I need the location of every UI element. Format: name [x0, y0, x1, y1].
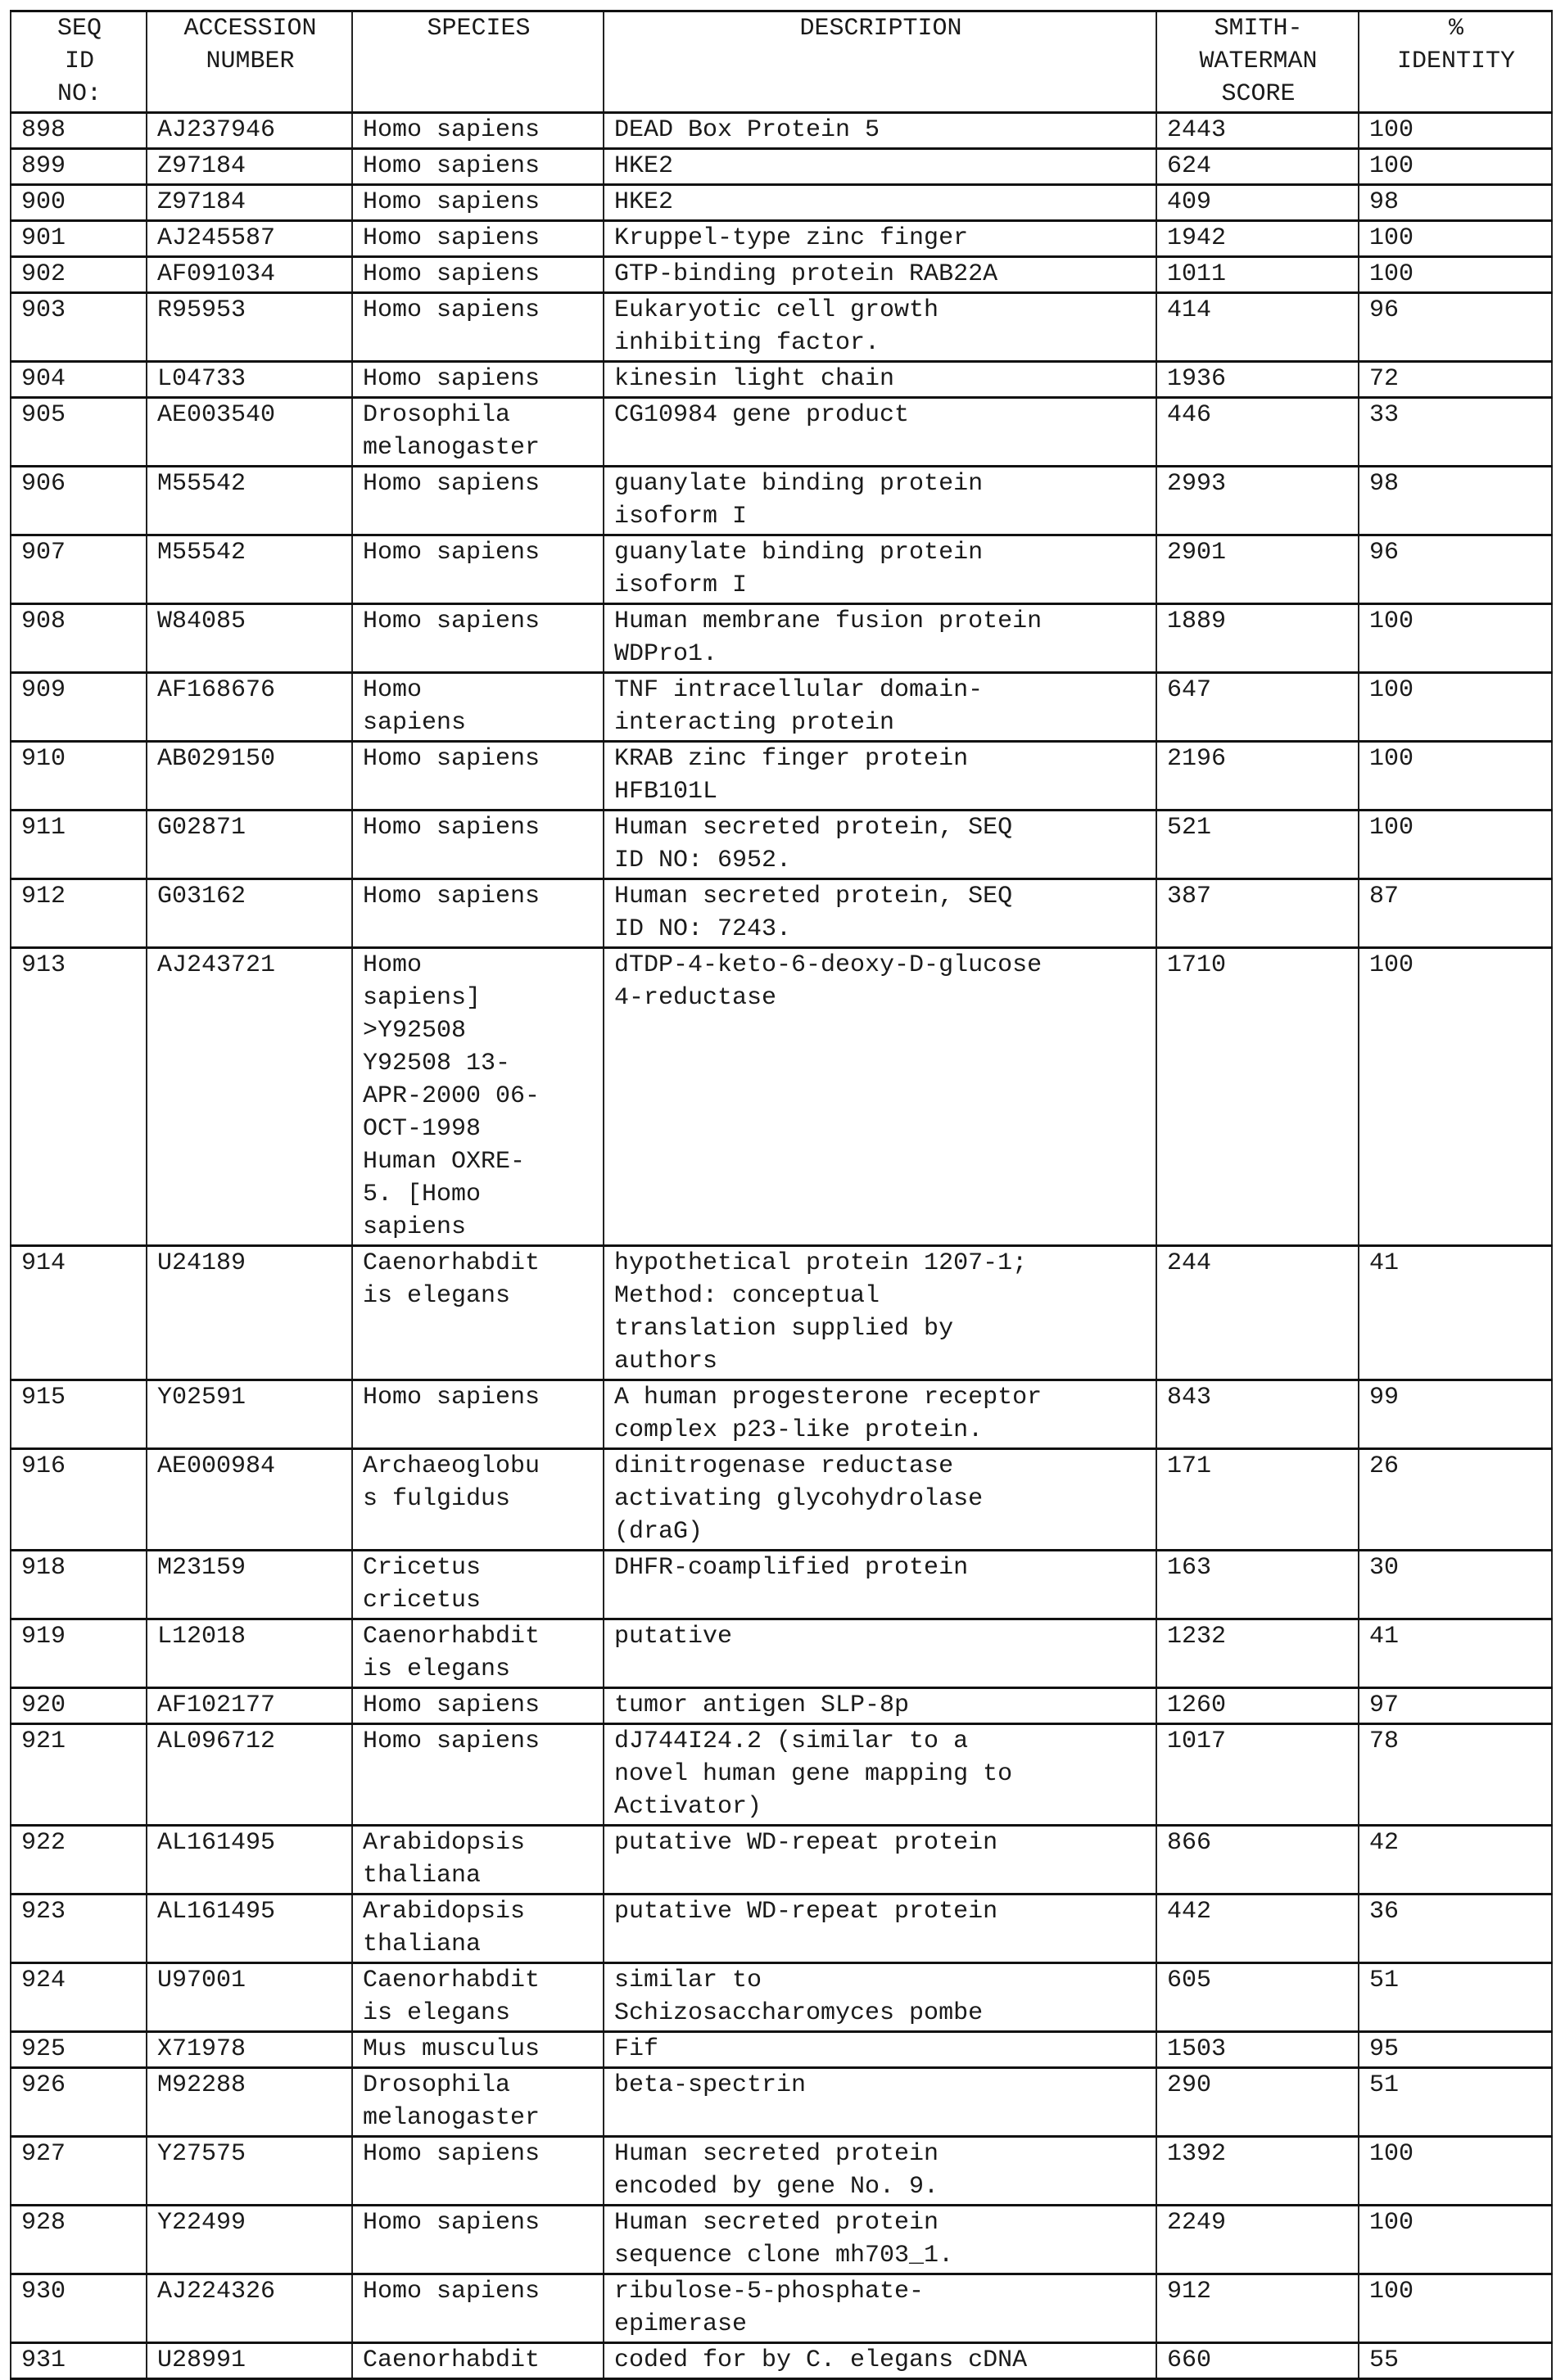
description-cell: guanylate binding protein isoform I — [604, 535, 1156, 604]
smith-waterman-score-cell: 912 — [1156, 2274, 1359, 2343]
percent-identity-cell: 96 — [1359, 535, 1552, 604]
table-row — [11, 257, 1552, 293]
accession-number-cell: AJ243721 — [147, 948, 352, 1246]
table-row — [11, 2068, 1552, 2137]
accession-number-cell: M55542 — [147, 467, 352, 535]
smith-waterman-score-cell: 446 — [1156, 398, 1359, 467]
species-cell: Homo sapiens — [352, 257, 604, 293]
percent-identity-cell: 100 — [1359, 604, 1552, 673]
smith-waterman-score-cell: 2443 — [1156, 113, 1359, 149]
smith-waterman-score-cell: 1260 — [1156, 1688, 1359, 1724]
smith-waterman-score-cell: 1942 — [1156, 221, 1359, 257]
description-cell: Human membrane fusion protein WDPro1. — [604, 604, 1156, 673]
species-cell: Caenorhabdit is elegans — [352, 1619, 604, 1688]
accession-number-cell: U28991 — [147, 2343, 352, 2379]
document-page — [10, 10, 1551, 2380]
accession-number-cell: G03162 — [147, 879, 352, 948]
table-row — [11, 2032, 1552, 2068]
description-cell: putative — [604, 1619, 1156, 1688]
seq-id-cell: 931 — [11, 2343, 147, 2379]
accession-number-cell: Y22499 — [147, 2206, 352, 2274]
seq-id-cell: 927 — [11, 2137, 147, 2206]
percent-identity-cell: 41 — [1359, 1246, 1552, 1380]
percent-identity-cell: 99 — [1359, 1380, 1552, 1449]
accession-number-cell: AJ224326 — [147, 2274, 352, 2343]
table-row — [11, 221, 1552, 257]
description-cell: Human secreted protein, SEQ ID NO: 7243. — [604, 879, 1156, 948]
smith-waterman-score-cell: 414 — [1156, 293, 1359, 362]
percent-identity-cell: 51 — [1359, 1963, 1552, 2032]
header-percent-identity: % IDENTITY — [1359, 11, 1552, 113]
table-row — [11, 1895, 1552, 1963]
percent-identity-cell: 72 — [1359, 362, 1552, 398]
smith-waterman-score-cell: 1710 — [1156, 948, 1359, 1246]
accession-number-cell: Z97184 — [147, 149, 352, 185]
description-cell: Eukaryotic cell growth inhibiting factor. — [604, 293, 1156, 362]
description-cell: dTDP-4-keto-6-deoxy-D-glucose 4-reductase — [604, 948, 1156, 1246]
seq-id-cell: 924 — [11, 1963, 147, 2032]
percent-identity-cell: 100 — [1359, 149, 1552, 185]
species-cell: Archaeoglobu s fulgidus — [352, 1449, 604, 1551]
table-body — [11, 113, 1552, 2379]
description-cell: TNF intracellular domain- interacting protein — [604, 673, 1156, 742]
smith-waterman-score-cell: 244 — [1156, 1246, 1359, 1380]
species-cell: Homo sapiens — [352, 535, 604, 604]
species-cell: Homo sapiens — [352, 1380, 604, 1449]
description-cell: A human progesterone receptor complex p23-like protein. — [604, 1380, 1156, 1449]
table-row — [11, 1963, 1552, 2032]
smith-waterman-score-cell: 290 — [1156, 2068, 1359, 2137]
accession-number-cell: AE000984 — [147, 1449, 352, 1551]
accession-number-cell: U24189 — [147, 1246, 352, 1380]
description-cell: KRAB zinc finger protein HFB101L — [604, 742, 1156, 811]
seq-id-cell: 923 — [11, 1895, 147, 1963]
percent-identity-cell: 100 — [1359, 221, 1552, 257]
smith-waterman-score-cell: 866 — [1156, 1826, 1359, 1895]
description-cell: Human secreted protein, SEQ ID NO: 6952. — [604, 811, 1156, 879]
description-cell: Fif — [604, 2032, 1156, 2068]
description-cell: Human secreted protein sequence clone mh703_1. — [604, 2206, 1156, 2274]
description-cell: DHFR-coamplified protein — [604, 1551, 1156, 1619]
smith-waterman-score-cell: 2249 — [1156, 2206, 1359, 2274]
species-cell: Homo sapiens — [352, 811, 604, 879]
table-row — [11, 467, 1552, 535]
smith-waterman-score-cell: 442 — [1156, 1895, 1359, 1963]
seq-id-cell: 901 — [11, 221, 147, 257]
description-cell: dinitrogenase reductase activating glycohydrolase (draG) — [604, 1449, 1156, 1551]
smith-waterman-score-cell: 660 — [1156, 2343, 1359, 2379]
sequence-homology-table — [10, 10, 1553, 2380]
accession-number-cell: L12018 — [147, 1619, 352, 1688]
accession-number-cell: AJ245587 — [147, 221, 352, 257]
seq-id-cell: 911 — [11, 811, 147, 879]
description-cell: GTP-binding protein RAB22A — [604, 257, 1156, 293]
species-cell: Caenorhabdit is elegans — [352, 1963, 604, 2032]
smith-waterman-score-cell: 624 — [1156, 149, 1359, 185]
accession-number-cell: M55542 — [147, 535, 352, 604]
percent-identity-cell: 96 — [1359, 293, 1552, 362]
table-row — [11, 2343, 1552, 2379]
table-row — [11, 604, 1552, 673]
description-cell: ribulose-5-phosphate- epimerase — [604, 2274, 1156, 2343]
description-cell: coded for by C. elegans cDNA — [604, 2343, 1156, 2379]
table-row — [11, 293, 1552, 362]
description-cell: kinesin light chain — [604, 362, 1156, 398]
description-cell: DEAD Box Protein 5 — [604, 113, 1156, 149]
percent-identity-cell: 97 — [1359, 1688, 1552, 1724]
species-cell: Homo sapiens — [352, 149, 604, 185]
accession-number-cell: Z97184 — [147, 185, 352, 221]
seq-id-cell: 906 — [11, 467, 147, 535]
species-cell: Homo sapiens — [352, 293, 604, 362]
percent-identity-cell: 98 — [1359, 467, 1552, 535]
species-cell: Homo sapiens — [352, 2206, 604, 2274]
table-row — [11, 2206, 1552, 2274]
header-description: DESCRIPTION — [604, 11, 1156, 113]
species-cell: Arabidopsis thaliana — [352, 1826, 604, 1895]
table-row — [11, 1551, 1552, 1619]
seq-id-cell: 902 — [11, 257, 147, 293]
table-row — [11, 113, 1552, 149]
smith-waterman-score-cell: 1017 — [1156, 1724, 1359, 1826]
description-cell: Human secreted protein encoded by gene No. 9. — [604, 2137, 1156, 2206]
table-row — [11, 948, 1552, 1246]
accession-number-cell: U97001 — [147, 1963, 352, 2032]
percent-identity-cell: 55 — [1359, 2343, 1552, 2379]
smith-waterman-score-cell: 1232 — [1156, 1619, 1359, 1688]
header-seq-id: SEQ ID NO: — [11, 11, 147, 113]
species-cell: Homo sapiens — [352, 742, 604, 811]
seq-id-cell: 926 — [11, 2068, 147, 2137]
smith-waterman-score-cell: 605 — [1156, 1963, 1359, 2032]
accession-number-cell: X71978 — [147, 2032, 352, 2068]
description-cell: dJ744I24.2 (similar to a novel human gene mapping to Activator) — [604, 1724, 1156, 1826]
seq-id-cell: 910 — [11, 742, 147, 811]
percent-identity-cell: 100 — [1359, 113, 1552, 149]
seq-id-cell: 918 — [11, 1551, 147, 1619]
table-row — [11, 1380, 1552, 1449]
table-row — [11, 185, 1552, 221]
species-cell: Mus musculus — [352, 2032, 604, 2068]
percent-identity-cell: 100 — [1359, 673, 1552, 742]
description-cell: similar to Schizosaccharomyces pombe — [604, 1963, 1156, 2032]
accession-number-cell: R95953 — [147, 293, 352, 362]
table-row — [11, 2137, 1552, 2206]
description-cell: putative WD-repeat protein — [604, 1895, 1156, 1963]
species-cell: Homo sapiens] >Y92508 Y92508 13- APR-2000 06- OCT-1998 Human OXRE- 5. [Homo sapiens — [352, 948, 604, 1246]
description-cell: Kruppel-type zinc finger — [604, 221, 1156, 257]
species-cell: Homo sapiens — [352, 673, 604, 742]
table-row — [11, 535, 1552, 604]
smith-waterman-score-cell: 1392 — [1156, 2137, 1359, 2206]
accession-number-cell: AB029150 — [147, 742, 352, 811]
percent-identity-cell: 100 — [1359, 2206, 1552, 2274]
smith-waterman-score-cell: 2196 — [1156, 742, 1359, 811]
accession-number-cell: Y27575 — [147, 2137, 352, 2206]
percent-identity-cell: 26 — [1359, 1449, 1552, 1551]
seq-id-cell: 900 — [11, 185, 147, 221]
seq-id-cell: 899 — [11, 149, 147, 185]
description-cell: tumor antigen SLP-8p — [604, 1688, 1156, 1724]
percent-identity-cell: 30 — [1359, 1551, 1552, 1619]
species-cell: Arabidopsis thaliana — [352, 1895, 604, 1963]
description-cell: HKE2 — [604, 185, 1156, 221]
smith-waterman-score-cell: 171 — [1156, 1449, 1359, 1551]
species-cell: Homo sapiens — [352, 604, 604, 673]
accession-number-cell: M23159 — [147, 1551, 352, 1619]
table-row — [11, 1246, 1552, 1380]
description-cell: HKE2 — [604, 149, 1156, 185]
table-row — [11, 1449, 1552, 1551]
seq-id-cell: 898 — [11, 113, 147, 149]
description-cell: hypothetical protein 1207-1; Method: conceptual translation supplied by authors — [604, 1246, 1156, 1380]
percent-identity-cell: 42 — [1359, 1826, 1552, 1895]
accession-number-cell: AL161495 — [147, 1826, 352, 1895]
species-cell: Drosophila melanogaster — [352, 2068, 604, 2137]
table-row — [11, 1688, 1552, 1724]
seq-id-cell: 905 — [11, 398, 147, 467]
table-row — [11, 362, 1552, 398]
species-cell: Homo sapiens — [352, 221, 604, 257]
table-row — [11, 1619, 1552, 1688]
smith-waterman-score-cell: 843 — [1156, 1380, 1359, 1449]
smith-waterman-score-cell: 1889 — [1156, 604, 1359, 673]
accession-number-cell: AE003540 — [147, 398, 352, 467]
accession-number-cell: AF102177 — [147, 1688, 352, 1724]
accession-number-cell: G02871 — [147, 811, 352, 879]
seq-id-cell: 908 — [11, 604, 147, 673]
table-row — [11, 1826, 1552, 1895]
header-species: SPECIES — [352, 11, 604, 113]
seq-id-cell: 914 — [11, 1246, 147, 1380]
smith-waterman-score-cell: 2993 — [1156, 467, 1359, 535]
seq-id-cell: 928 — [11, 2206, 147, 2274]
description-cell: guanylate binding protein isoform I — [604, 467, 1156, 535]
seq-id-cell: 909 — [11, 673, 147, 742]
species-cell: Homo sapiens — [352, 1724, 604, 1826]
percent-identity-cell: 78 — [1359, 1724, 1552, 1826]
table-row — [11, 673, 1552, 742]
percent-identity-cell: 36 — [1359, 1895, 1552, 1963]
accession-number-cell: AL161495 — [147, 1895, 352, 1963]
percent-identity-cell: 95 — [1359, 2032, 1552, 2068]
species-cell: Homo sapiens — [352, 113, 604, 149]
seq-id-cell: 907 — [11, 535, 147, 604]
seq-id-cell: 904 — [11, 362, 147, 398]
table-row — [11, 1724, 1552, 1826]
percent-identity-cell: 33 — [1359, 398, 1552, 467]
smith-waterman-score-cell: 1011 — [1156, 257, 1359, 293]
seq-id-cell: 915 — [11, 1380, 147, 1449]
smith-waterman-score-cell: 521 — [1156, 811, 1359, 879]
accession-number-cell: L04733 — [147, 362, 352, 398]
table-row — [11, 398, 1552, 467]
accession-number-cell: AL096712 — [147, 1724, 352, 1826]
accession-number-cell: W84085 — [147, 604, 352, 673]
smith-waterman-score-cell: 647 — [1156, 673, 1359, 742]
smith-waterman-score-cell: 1936 — [1156, 362, 1359, 398]
smith-waterman-score-cell: 163 — [1156, 1551, 1359, 1619]
percent-identity-cell: 41 — [1359, 1619, 1552, 1688]
percent-identity-cell: 51 — [1359, 2068, 1552, 2137]
species-cell: Drosophila melanogaster — [352, 398, 604, 467]
percent-identity-cell: 100 — [1359, 257, 1552, 293]
percent-identity-cell: 87 — [1359, 879, 1552, 948]
seq-id-cell: 925 — [11, 2032, 147, 2068]
species-cell: Caenorhabdit — [352, 2343, 604, 2379]
description-cell: beta-spectrin — [604, 2068, 1156, 2137]
smith-waterman-score-cell: 2901 — [1156, 535, 1359, 604]
accession-number-cell: AJ237946 — [147, 113, 352, 149]
seq-id-cell: 922 — [11, 1826, 147, 1895]
table-row — [11, 811, 1552, 879]
header-smith-waterman-score: SMITH- WATERMAN SCORE — [1156, 11, 1359, 113]
table-row — [11, 879, 1552, 948]
species-cell: Cricetus cricetus — [352, 1551, 604, 1619]
seq-id-cell: 903 — [11, 293, 147, 362]
smith-waterman-score-cell: 387 — [1156, 879, 1359, 948]
accession-number-cell: AF168676 — [147, 673, 352, 742]
smith-waterman-score-cell: 1503 — [1156, 2032, 1359, 2068]
header-accession-number: ACCESSION NUMBER — [147, 11, 352, 113]
species-cell: Homo sapiens — [352, 362, 604, 398]
smith-waterman-score-cell: 409 — [1156, 185, 1359, 221]
accession-number-cell: AF091034 — [147, 257, 352, 293]
seq-id-cell: 919 — [11, 1619, 147, 1688]
percent-identity-cell: 100 — [1359, 742, 1552, 811]
percent-identity-cell: 100 — [1359, 2137, 1552, 2206]
table-row — [11, 2274, 1552, 2343]
species-cell: Homo sapiens — [352, 467, 604, 535]
table-row — [11, 742, 1552, 811]
species-cell: Homo sapiens — [352, 185, 604, 221]
percent-identity-cell: 100 — [1359, 811, 1552, 879]
species-cell: Homo sapiens — [352, 2274, 604, 2343]
percent-identity-cell: 100 — [1359, 2274, 1552, 2343]
seq-id-cell: 912 — [11, 879, 147, 948]
species-cell: Homo sapiens — [352, 879, 604, 948]
species-cell: Homo sapiens — [352, 2137, 604, 2206]
percent-identity-cell: 100 — [1359, 948, 1552, 1246]
description-cell: CG10984 gene product — [604, 398, 1156, 467]
description-cell: putative WD-repeat protein — [604, 1826, 1156, 1895]
percent-identity-cell: 98 — [1359, 185, 1552, 221]
species-cell: Caenorhabdit is elegans — [352, 1246, 604, 1380]
seq-id-cell: 921 — [11, 1724, 147, 1826]
seq-id-cell: 913 — [11, 948, 147, 1246]
seq-id-cell: 916 — [11, 1449, 147, 1551]
species-cell: Homo sapiens — [352, 1688, 604, 1724]
table-header-row — [11, 11, 1552, 113]
accession-number-cell: Y02591 — [147, 1380, 352, 1449]
accession-number-cell: M92288 — [147, 2068, 352, 2137]
seq-id-cell: 930 — [11, 2274, 147, 2343]
seq-id-cell: 920 — [11, 1688, 147, 1724]
table-row — [11, 149, 1552, 185]
